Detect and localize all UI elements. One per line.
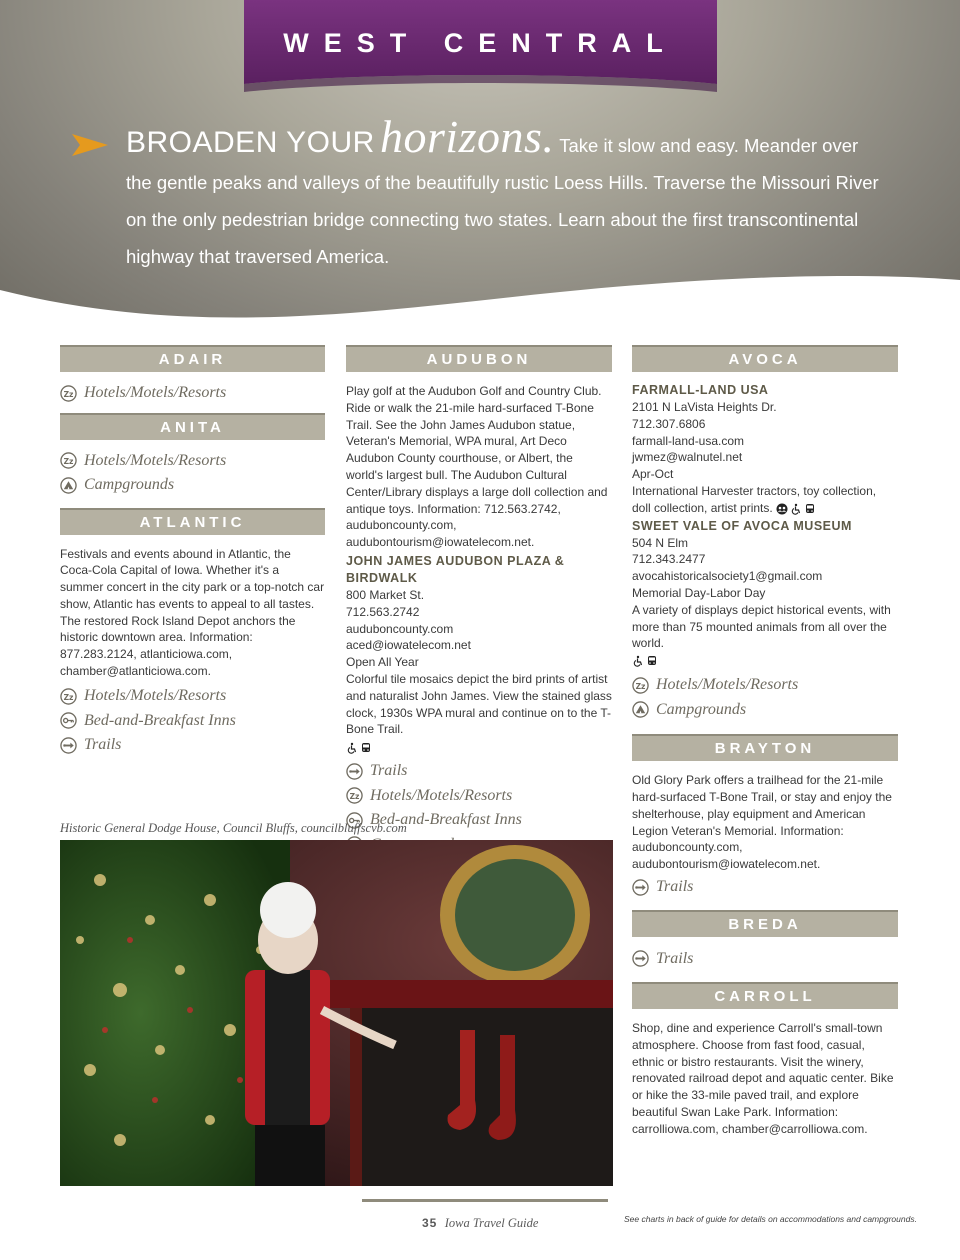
zzz-icon	[632, 677, 649, 694]
amenity-hotels: Zz Hotels/Motels/Resorts	[632, 673, 898, 698]
section-avoca	[632, 345, 898, 722]
trail-arrow-icon	[60, 737, 77, 754]
listing-website[interactable]: auduboncounty.com	[346, 621, 454, 636]
tent-icon	[60, 477, 77, 494]
section-atlantic	[60, 508, 325, 758]
zzz-icon	[60, 688, 77, 705]
section-header-anita: ANITA	[60, 413, 325, 440]
listing-address: 504 N Elm	[632, 535, 689, 550]
listing-name: SWEET VALE OF AVOCA MUSEUM	[632, 518, 852, 533]
listing-email[interactable]: aced@iowatelecom.net	[346, 638, 471, 653]
intro-script-word: horizons.	[379, 111, 555, 162]
trail-arrow-icon	[632, 879, 649, 896]
accessibility-icons	[776, 503, 816, 515]
zzz-icon	[60, 385, 77, 402]
svg-text:Zz: Zz	[63, 692, 74, 702]
svg-text:Zz: Zz	[349, 792, 360, 802]
wheelchair-icon	[632, 655, 644, 667]
section-breda	[632, 910, 898, 971]
section-adair	[60, 345, 325, 406]
group-tour-icon	[776, 503, 788, 515]
amenity-hotels: Zz Hotels/Motels/Resorts	[346, 784, 612, 809]
accessibility-icons	[632, 655, 658, 667]
intro-text: Take it slow and easy. Meander over the gentle peaks and valleys of the beautifully rustic Loess Hills. Traverse the Missouri River on the only pedestrian bridge connecting two states. Learn about the first transcontinental highway that traversed America.	[126, 135, 879, 267]
listing-farmall-land	[632, 382, 898, 517]
listing-hours: Open All Year	[346, 655, 419, 670]
svg-text:Zz: Zz	[63, 457, 74, 467]
amenity-trails: Trails	[632, 875, 898, 900]
section-audubon	[346, 345, 612, 857]
column-3	[632, 345, 898, 1138]
intro-paragraph	[126, 111, 886, 275]
section-header-breda: BREDA	[632, 910, 898, 937]
footer-note: See charts in back of guide for details on accommodations and campgrounds.	[624, 1214, 917, 1224]
key-icon	[60, 712, 77, 729]
listing-description-wrap	[632, 483, 898, 517]
amenity-bnb: Bed-and-Breakfast Inns	[60, 708, 325, 733]
bus-icon	[646, 655, 658, 667]
zzz-icon	[346, 787, 363, 804]
section-anita	[60, 413, 325, 498]
listing-address: 800 Market St.	[346, 587, 425, 602]
listing-address: 2101 N LaVista Heights Dr.	[632, 400, 777, 414]
listing-phone: 712.307.6806	[632, 416, 706, 431]
photo-caption: Historic General Dodge House, Council Bluffs, councilbluffscvb.com	[60, 821, 407, 835]
amenity-trails: Trails	[60, 733, 325, 758]
section-brayton	[632, 734, 898, 899]
listing-sweet-vale	[632, 518, 898, 671]
listing-name: FARMALL-LAND USA	[632, 383, 769, 397]
listing-name: JOHN JAMES AUDUBON PLAZA & BIRDWALK	[346, 553, 565, 585]
listing-audubon-plaza	[346, 553, 612, 756]
column-2	[346, 345, 612, 857]
orange-arrow-icon	[72, 132, 108, 158]
amenity-bnb: Bed-and-Breakfast Inns	[346, 808, 612, 833]
section-header-audubon: AUDUBON	[346, 345, 612, 372]
column-1	[60, 345, 325, 757]
listing-website[interactable]: farmall-land-usa.com	[632, 433, 745, 448]
wheelchair-icon	[790, 503, 802, 515]
listing-description: Colorful tile mosaics depict the bird prints of artist and naturalist John James. View the stained glass clock, 1930s WPA mural and continue on to the T-Bone Trail.	[346, 671, 612, 737]
listing-hours: Memorial Day-Labor Day	[632, 585, 766, 600]
bus-icon	[360, 742, 372, 754]
amenity-trails: Trails	[346, 759, 612, 784]
section-header-atlantic: ATLANTIC	[60, 508, 325, 535]
bus-icon	[804, 503, 816, 515]
listing-email[interactable]: jwmez@walnutel.net	[632, 450, 743, 465]
wheelchair-icon	[346, 742, 358, 754]
amenity-hotels: Zz Hotels/Motels/Resorts	[60, 381, 325, 406]
listing-phone: 712.343.2477	[632, 552, 706, 567]
amenity-campgrounds: Campgrounds	[632, 698, 898, 723]
page-number: 35	[422, 1216, 438, 1230]
amenity-hotels: Zz Hotels/Motels/Resorts	[60, 449, 325, 474]
listing-hours: Apr-Oct	[632, 467, 674, 482]
section-header-brayton: BRAYTON	[632, 734, 898, 761]
footer-rule	[362, 1199, 608, 1202]
listing-description: A variety of displays depict historical events, with more than 75 mounted animals from all over the world.	[632, 602, 891, 651]
amenity-campgrounds: Campgrounds	[60, 473, 325, 498]
svg-text:Zz: Zz	[635, 681, 646, 691]
atlantic-description: Festivals and events abound in Atlantic, the Coca-Cola Capital of Iowa. Whether it's a summer concert in the city park or a top-notch car show, Atlantic has events to appeal to all tastes. The restored Rock Island Depot anchors the historic downtown area. Information: 877.283.2124, atlanticiowa.com, chamber@atlanticiowa.com.	[60, 546, 325, 679]
trail-arrow-icon	[346, 763, 363, 780]
section-header-carroll: CARROLL	[632, 982, 898, 1009]
brayton-description: Old Glory Park offers a trailhead for the 21-mile hard-surfaced T-Bone Trail, or stay and enjoy the shelterhouse, play equipment and American Legion Veteran's Memorial. Information: auduboncounty.com, audubontourism@iowatelecom.net.	[632, 773, 892, 872]
footer-page	[422, 1216, 538, 1231]
region-title: WEST CENTRAL	[283, 28, 678, 58]
accessibility-icons	[346, 742, 372, 754]
zzz-icon	[60, 452, 77, 469]
section-header-avoca: AVOCA	[632, 345, 898, 372]
section-header-adair: ADAIR	[60, 345, 325, 372]
amenity-hotels: Zz Hotels/Motels/Resorts	[60, 684, 325, 709]
intro-lead: BROADEN YOUR	[126, 126, 375, 159]
carroll-description: Shop, dine and experience Carroll's small-town atmosphere. Choose from fast food, casual, ethnic or bistro restaurants. Visit the winery, renovated railroad depot and aquatic center. Bike or hike the 33-mile paved trail, and explore beautiful Swan Lake Park. Information: carrolliowa.com, chamber@carrolliowa.com.	[632, 1020, 894, 1136]
svg-text:Zz: Zz	[63, 389, 74, 399]
guide-title: Iowa Travel Guide	[444, 1216, 539, 1230]
photo-christmas-interior	[60, 840, 613, 1186]
section-carroll	[632, 982, 898, 1138]
listing-description: International Harvester tractors, toy collection, doll collection, artist prints.	[632, 483, 877, 515]
trail-arrow-icon	[632, 950, 649, 967]
audubon-description: Play golf at the Audubon Golf and Country Club. Ride or walk the 21-mile hard-surfaced T-Bone Trail. See the John James Audubon statue, Veteran's Memorial, WPA mural, Art Deco Audubon County courthouse, or Albert, the world's largest bull. The Audubon Cultural Center/Library displays a large doll collection and antique toys. Information: 712.563.2742, auduboncounty.com, audubontourism@iowatelecom.net.	[346, 384, 608, 550]
listing-phone: 712.563.2742	[346, 604, 420, 619]
tent-icon	[632, 701, 649, 718]
amenity-trails: Trails	[632, 946, 898, 971]
listing-email[interactable]: avocahistoricalsociety1@gmail.com	[632, 569, 823, 584]
